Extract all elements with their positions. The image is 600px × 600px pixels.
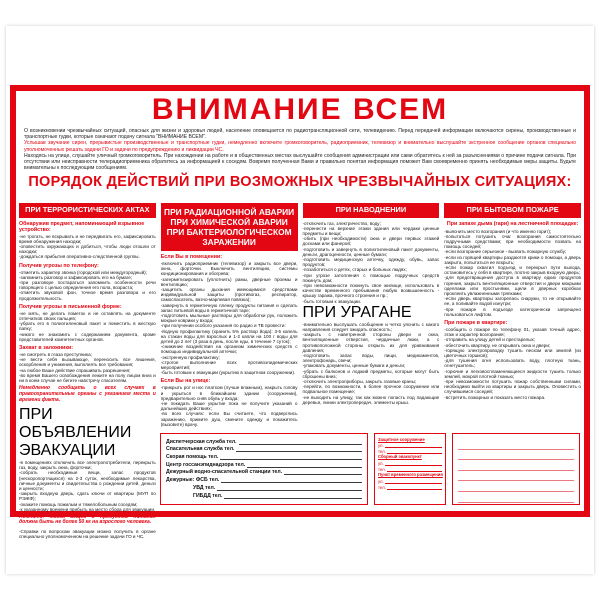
text-block: Захват в заложники: — [19, 345, 73, 352]
ruled-blank-line — [458, 439, 574, 450]
street-blank-line — [385, 447, 442, 448]
column-radiation-chemical-bacteriological — [161, 203, 298, 431]
text-block: -сообщить о пожаре по телефону 01, указав точный адрес, этаж и характер возгорания; — [444, 327, 581, 338]
phone-label: тел. — [378, 449, 386, 455]
text-block: -йодную профилактику (хранить 5% раствор йода): 3-5 капель на стакан воды для взрослых и 1-2 капли на 100 г воды для детей до 2 лет (3 раза в день, после еды, в течение 7 суток); — [160, 328, 298, 345]
text-block: -отметить характер звонка (городской или междугородный); — [19, 269, 147, 275]
phone-row-label: Спасательная служба тел. — [166, 446, 235, 453]
header-line: ПРИ БАКТЕРИОЛОГИЧЕСКОМ — [166, 227, 292, 237]
text-block: -перенести на верхние этажи здания или чердаки ценные предметы и вещи; — [302, 225, 440, 236]
phone-blank-line — [217, 490, 362, 491]
location-street-row — [378, 460, 442, 466]
text-block: -обесточить квартиру, не открывать окна и двери; — [444, 342, 551, 348]
text-block: -снижение воздействия на организм химических средств с помощью индивидуальной аптечки; — [160, 344, 298, 355]
text-block: -внимательно выслушать сообщение и четко уяснить с какого направления следует ожидать опасность; — [302, 321, 440, 333]
text-block: -если пожар охватил подъезд и перекрыл пути выхода, остановитесь у себя в квартире, плотно закрыв входную дверь; — [444, 265, 581, 276]
text-block: При пожаре в квартире: — [444, 320, 508, 327]
street-label: ул. — [378, 461, 384, 467]
phone-blank-line — [239, 444, 362, 445]
phone-row-label: Дежурные: ФСБ тел. — [166, 477, 220, 484]
text-block: -быть готовым к эвакуации. — [302, 298, 362, 304]
phone-label: тел. — [378, 485, 386, 491]
phone-row-label: ГИБДД тел. — [193, 492, 223, 499]
text-block: -не покидать Ваше укрытие пока не получите указаний о дальнейших действиях; — [160, 401, 298, 412]
text-block: -отключить электроприборы, закрыть газовые краны; — [302, 379, 417, 385]
phone-row — [166, 491, 362, 499]
street-blank-line — [385, 483, 442, 484]
ruled-blank-line — [458, 450, 574, 461]
text-block: -не смотреть в глаза преступника; — [19, 352, 92, 358]
text-block: -при невозможности покинуть свое жилище, использовать в качестве временного пребывания любую возвышенность - крышу гаража, прочного строения и пр.; — [302, 283, 440, 299]
text-block: -убрать его в полиэтиленовый пакет и поместить в жесткую папку; — [19, 321, 156, 332]
text-block: -позаботиться о детях, старых и больных людях; — [302, 267, 407, 273]
radiation-body — [161, 254, 298, 427]
fire-header — [444, 203, 581, 218]
text-block: -отключить газ, электричество, воду; — [302, 220, 381, 226]
column-domestic-fire — [444, 203, 581, 431]
text-block: -включить радиоприемник (телевизор) и закрыть все двери, окна, форточки. Выключить вентиляцию, системы кондиционирования и обогрева; — [160, 261, 298, 277]
text-block: -Справки по вопросам эвакуации можно получить в органе специально уполномоченном на решение задачи ГО и ЧС. — [19, 528, 156, 540]
text-block: -отправить на улицу детей и престарелых; — [444, 337, 536, 343]
text-block: -при невозможности потушить пожар собственными силами, необходимо выйти из квартиры и закрыть дверь. Оповестить о случившемся соседей; — [444, 379, 581, 395]
text-block: ПРИ УРАГАНЕ — [302, 303, 412, 321]
bottom-forms-strip — [160, 433, 580, 505]
phone-row — [166, 483, 362, 491]
text-block: -не мять, не делать пометок и не оставлять на документе отпечатков своих пальцев; — [19, 310, 156, 322]
phone-row — [166, 468, 362, 476]
location-title: Пункт временного размещения — [378, 472, 443, 478]
terrorist-acts-body — [19, 221, 156, 540]
text-block: -закрыть входную дверь, сдать ключи от квартиры (МУП по РЭЖФ); — [19, 491, 156, 502]
text-block: При запахе дыма (гари) на лестничной площадке: — [446, 220, 579, 227]
location-entry — [378, 437, 442, 455]
text-block: -выяснить место возгорания (и что именно горит); — [444, 228, 552, 234]
text-block: -при пожаре в подъезде категорически запрещено пользоваться лифтом. — [444, 306, 581, 317]
text-block: -дождаться прибытия оперативно-следственной группы. — [19, 254, 140, 260]
intro-block — [24, 128, 576, 171]
location-title: Сборный эвакопункт — [378, 454, 422, 460]
text-block: Немедленно сообщать о всех случаях в правоохранительные органы с указанием места и времени факта. — [19, 384, 156, 403]
text-block: -убрать с балконов и лоджий предметы, которые могут быть сброшены вниз; — [302, 368, 440, 379]
phone-row-label: Центр госсанэпиднадзора тел. — [166, 461, 246, 468]
text-block: -попытаться потушить очаг возгорания самостоятельно подручными средствами; при необходимости позвать на помощь соседей; — [444, 233, 581, 250]
ruled-blank-line — [458, 460, 574, 471]
street-label: ул. — [378, 479, 384, 485]
text-block: -на любое Ваше действие спрашивать разрешения; — [19, 367, 131, 373]
text-block: -для предотвращения доступа в квартиру едких продуктов горения, закрыть вентиляционные отверстия и двери мокрыми одеялами или простынями, щели в дверных коробках проклеить увлажненными тряпками; — [444, 275, 581, 297]
text-block: -если из горящей квартиры раздаются крики о помощи, а дверь закрыта, попытаться ее вскрыть; — [444, 254, 581, 265]
phone-row-label: Дежурный водно-спасательной станции тел. — [166, 469, 283, 476]
text-block: -к указанному времени прибыть на место сбора для эвакуации. — [19, 506, 156, 512]
text-block: Получив угрозы в письменной форме: — [19, 303, 122, 310]
text-block: Помните! Масса вещей и продуктов питания должна быть не более 50 кг на взрослого человека. — [19, 513, 156, 526]
text-block: -не выходить на улицу, так как можно попасть под падающие деревья, линии электропередач, элементы крыш. — [302, 394, 440, 405]
location-street-row — [378, 478, 442, 484]
phone-row — [166, 460, 362, 468]
phone-blank-line — [221, 482, 362, 483]
text-block: -быть готовым к эвакуации (укрытию в защитном сооружении). — [160, 370, 296, 376]
flood-body — [303, 221, 440, 406]
text-block: -отметить звуковой фон, точное время разговора и его продолжительность. — [19, 290, 156, 301]
phone-row-label: Скорая помощь тел. — [166, 454, 219, 461]
phone-label: тел. — [378, 467, 386, 473]
text-block: -встретить пожарных и показать место пожара. — [444, 394, 546, 400]
text-block: -для тушения огня использовать воду, плотную ткань, огнетушитель; — [444, 358, 581, 369]
phone-blank-line — [247, 467, 362, 468]
column-terrorist-acts — [19, 203, 156, 540]
text-block: -собрать необходимые вещи, запас продуктов (нескоропортящихся) на 2-3 суток, необходимые лекарства, личные документы и свидетельства о рождении детей, деньги и ценности; — [19, 470, 156, 491]
ruled-blank-line — [458, 481, 574, 492]
radiation-header — [161, 203, 298, 251]
intro-paragraph-3: Находясь на улице, слушайте уличный громкоговоритель. При нахождении на работе и в общественных местах выслушайте сообщения администрации или сами обратитесь к ней за разъяснениями о причине подачи сигнала. При отсутствии или неисправности телерадиоприемника обратитесь за информацией к соседям. Вовремя полученная Вами и правильно понятая информация поможет Вам своевременно принять необходимые меры защиты. Будьте внимательны к последующим сообщениям. — [24, 152, 576, 172]
notes-box — [452, 433, 580, 505]
text-block: -подготовить медицинскую аптечку, одежду, обувь, запас продуктов; — [302, 257, 440, 268]
text-block: -защитить органы дыхания имеющимися средствами индивидуальной защиты (противогаз, респиратор, самоспасатель, ватно-марлевая повязка); — [160, 287, 298, 303]
header-line: ПРИ БЫТОВОМ ПОЖАРЕ — [466, 205, 559, 214]
text-block: -закрыть с наветренной стороны двери и окна, вентиляционные отверстия, чердачные люки, а с противоположной стороны открыть их для уравнивания давления; — [302, 332, 440, 353]
civil-defense-poster — [10, 85, 590, 540]
phone-blank-line — [387, 489, 442, 490]
text-block: -во всех случаях: если Вы считаете, что подверглись заражению, примите душ, смените одежду и покажитесь (вызовите) врачу. — [160, 411, 298, 427]
text-block: -завернуть в герметичную пленку продукты питания и сделать запас питьевой воды в герметичной таре; — [160, 302, 298, 313]
text-block: -строгое выполнение всех противоэпидемических мероприятий; — [160, 359, 298, 371]
text-block: -горящую электропроводку тушить песком или землей (из цветочных горшков); — [444, 347, 581, 359]
phone-blank-line — [220, 459, 362, 460]
text-block: -перейти, по возможности, в более прочное сооружение или подвальное помещение; — [302, 384, 440, 395]
header-line: ПРИ НАВОДНЕНИИ — [335, 205, 407, 214]
text-block: ПРИ ОБЪЯВЛЕНИИ ЭВАКУАЦИИ — [19, 405, 132, 459]
phone-blank-line — [224, 498, 362, 499]
ruled-blank-line — [458, 471, 574, 482]
location-entry — [378, 454, 442, 472]
text-block: Обнаружив предмет, напоминающий взрывное устройство: — [19, 220, 145, 233]
text-block: -обить (при необходимости) окна и двери первых этажей досками или фанерой; — [302, 236, 440, 247]
text-block: -если дверь квартиры загорелась снаружи, то не открывайте ее, а поливайте водой изнутри; — [444, 296, 581, 307]
text-block: -подготовить и завернуть в полиэтиленовый пакет документы, деньги, драгоценности, ценные бумаги; — [302, 246, 440, 257]
ruled-blank-line — [458, 492, 574, 503]
header-line: ПРИ ХИМИЧЕСКОЙ АВАРИИ — [170, 217, 288, 227]
text-block: -упаковать документы, ценные бумаги и деньги; — [302, 363, 406, 369]
phone-row — [166, 452, 362, 460]
phone-row — [166, 475, 362, 483]
phone-blank-line — [284, 474, 362, 475]
text-block: -при разговоре постараться запомнить особенности речи говорящего с целью определения его пола, возраста; — [19, 280, 156, 291]
phone-row-label: УВД тел. — [193, 484, 216, 491]
text-block: Если Вы на улице: — [160, 378, 211, 385]
header-line: ЗАРАЖЕНИИ — [202, 237, 256, 247]
text-block: -при угрозе затопления с помощью подручных средств покинуть дом; — [302, 272, 440, 283]
text-block: -экстренную профилактику; — [160, 354, 220, 360]
text-block: -подготовить запас воды, пищи, медикаментов, электрофонарь, свечи; — [302, 353, 440, 364]
text-block: -во время Вашего освобождения лежите на полу лицом вниз и ни в коем случае не бегите навстречу спасателям. — [19, 372, 156, 384]
phone-numbers-box — [160, 433, 368, 505]
text-block: -окажите помощь пожилым и тяжелобольным соседям; — [19, 501, 138, 507]
location-title: Защитное сооружение — [378, 436, 425, 442]
header-line: ПРИ РАДИАЦИОННОЙ АВАРИИ — [164, 207, 295, 217]
text-block: -подготовить мыльные растворы для обработки рук, положить мокрые коврики у входа; — [160, 313, 298, 324]
column-flood-hurricane — [303, 203, 440, 431]
street-label: ул. — [378, 443, 384, 449]
fire-body — [444, 221, 581, 400]
text-block: -никого не знакомить с содержанием документа, кроме представителей компетентных органов. — [19, 331, 156, 342]
street-blank-line — [385, 465, 442, 466]
terrorist-acts-header — [19, 203, 156, 218]
phone-row-label: Диспетчерская служба тел. — [166, 438, 237, 445]
intro-paragraph-2: Услышав звучание сирен, прерывистые производственные и транспортные гудки, немедленно включите громкоговоритель, радиоприемник, телевизор и внимательно выслушайте экстренное сообщение органов специально уполномоченных решать задачи ГО и задачи по предупреждению и ликвидации ЧС. — [24, 140, 576, 153]
procedures-subtitle: ПОРЯДОК ДЕЙСТВИЙ ПРИ ВОЗМОЖНЫХ ЧРЕЗВЫЧАЙНЫХ СИТУАЦИЯХ: — [28, 174, 572, 191]
text-block: -не трогать, не вскрывать и не передвигать его, зафиксировать время обнаружения находки; — [19, 233, 156, 244]
header-line: ПРИ ТЕРРОРИСТИЧЕСКИХ АКТАХ — [25, 205, 150, 214]
location-street-row — [378, 442, 442, 448]
text-block: -запомнить разговор и зафиксировать его на бумаге; — [19, 274, 133, 280]
location-phone-row — [378, 484, 442, 490]
text-block: -при получении особого указания по радио и ТВ провести: — [160, 323, 286, 329]
attention-title: ВНИМАНИЕ ВСЕМ — [151, 93, 449, 126]
locations-box — [374, 433, 446, 505]
intro-paragraph-1: О возникновении чрезвычайных ситуаций, опасных для жизни и здоровья людей, население оповещается по радиотрансляционной сети, телевидению. Перед передачей информации включаются сирены, производственные и транспортные гудки, которые означают подачу сигнала "ВНИМАНИЕ ВСЕМ". — [24, 128, 576, 141]
location-entry — [378, 472, 442, 490]
flood-header — [303, 203, 440, 218]
text-block: -горючие и легковоспламеняющиеся жидкости тушить только землей, мокрой плотной тканью; — [444, 368, 581, 379]
phone-blank-line — [236, 451, 362, 452]
text-block: -если возгорание серьезное - вызвать пожарную службу; — [444, 249, 567, 255]
text-block: -оповестить окружающих и добиться, чтобы люди отошли от находки; — [19, 244, 156, 255]
text-block: -в помещениях отключить все электропотребители, перекрыть газ, воду, закрыть окна, форточки; — [19, 459, 156, 471]
text-block: Если Вы в помещении: — [160, 254, 222, 260]
text-block: -загерметизировать (уплотнить) рамы, дверные проемы и вентиляцию; — [160, 276, 298, 287]
text-block: Получив угрозы по телефону: — [19, 262, 99, 269]
phone-row — [166, 445, 362, 453]
text-block: -не вести себя вызывающе, переносить все лишения, оскорбления и унижения, выполнять все требования; — [19, 357, 156, 368]
phone-row — [166, 437, 362, 445]
text-block: -прикрыть рот и нос платком (лучше влажным), накрыть голову и укрыться в ближайшем здании (сооружении), предварительно сняв обувь у входа; — [160, 385, 298, 401]
